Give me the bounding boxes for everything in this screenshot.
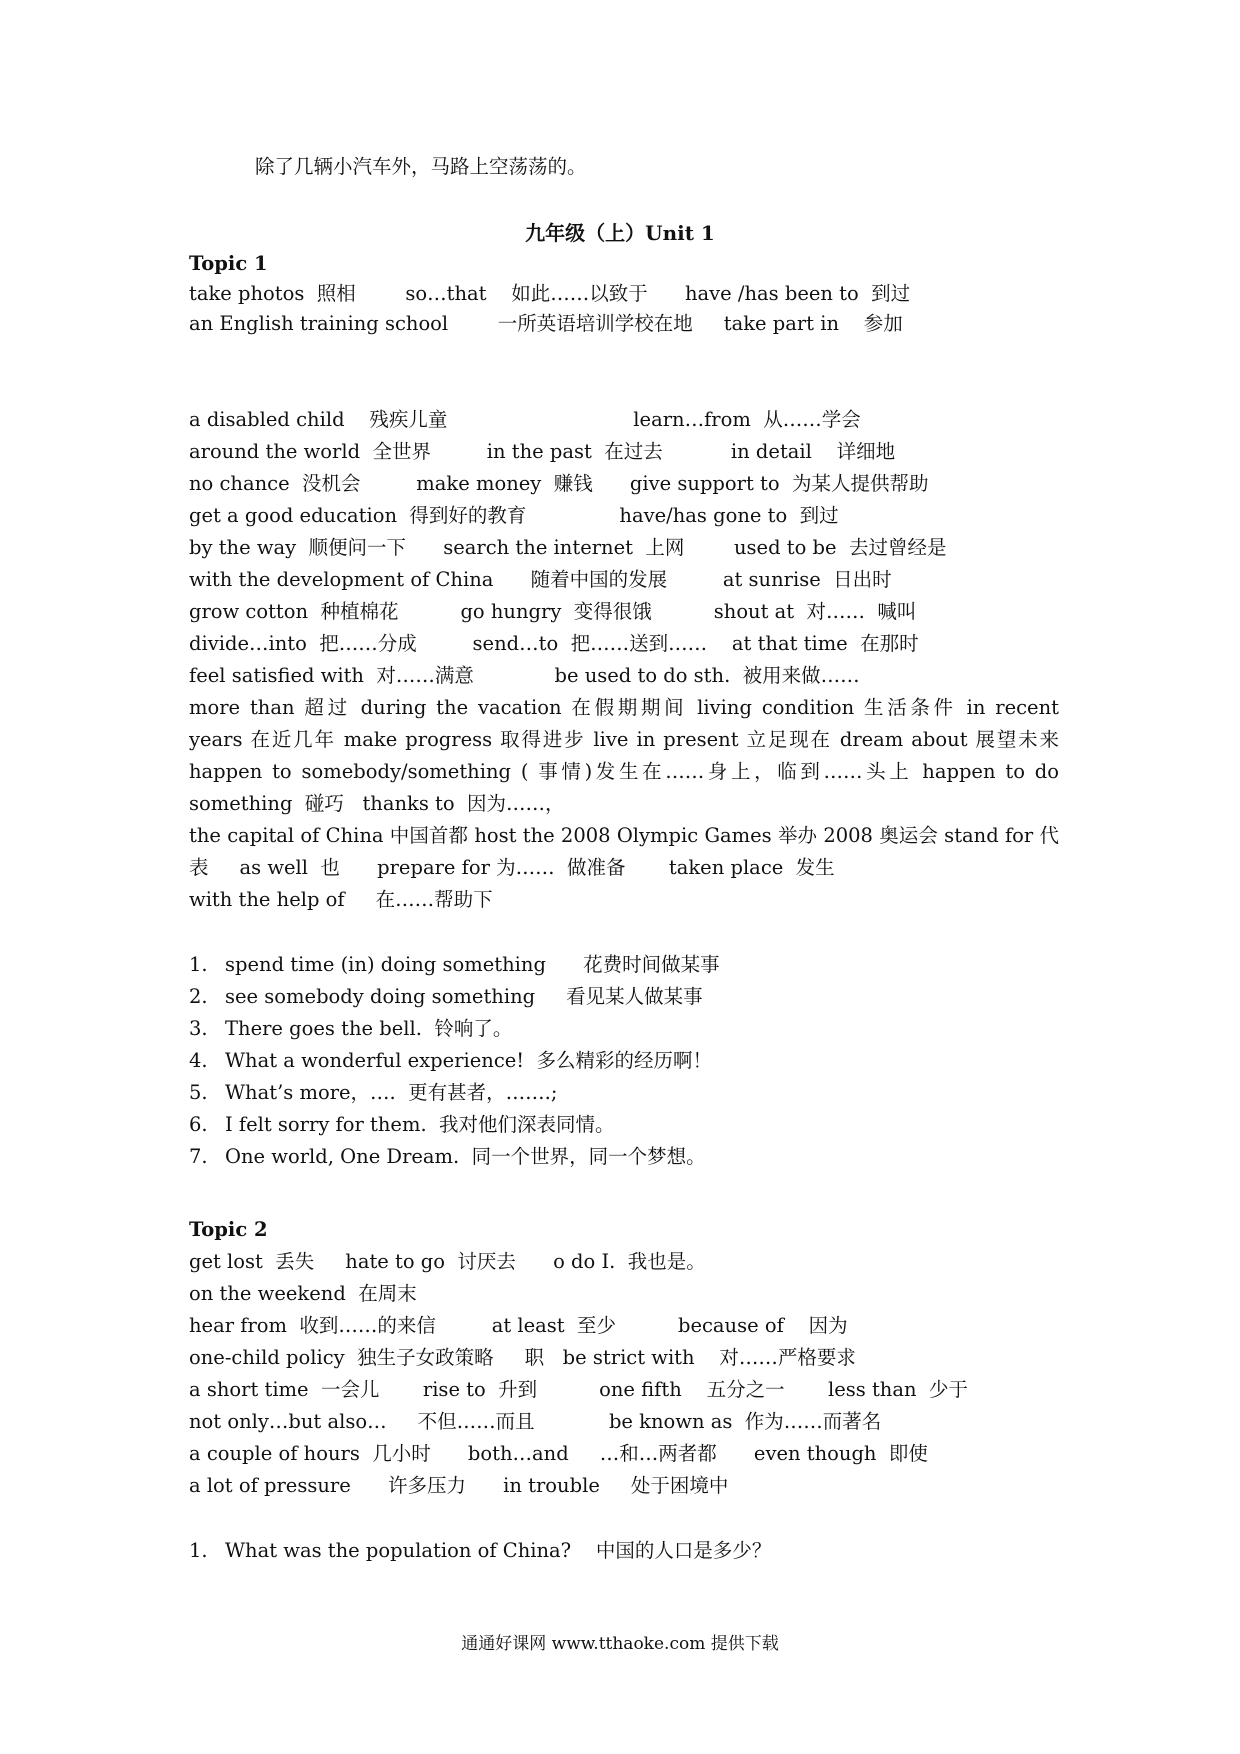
phrase-line: an English training school 一所英语培训学校在地 take part in 参加 (189, 312, 903, 335)
sentence-text: One world, One Dream. 同一个世界，同一个梦想。 (225, 1145, 706, 1168)
sentence-text: What’s more，…. 更有甚者，…….; (225, 1081, 558, 1104)
phrase-line: one-child policy 独生子女政策略 职 be strict with 对……严格要求 (189, 1346, 856, 1369)
sentence-item (189, 1047, 712, 1075)
phrase-line: no chance 没机会 make money 赚钱 give support to 为某人提供帮助 (189, 472, 929, 495)
phrase-line: happen to somebody/something ( 事情)发生在……身上，临到……头上 happen to do (189, 760, 1059, 783)
topic-2-title: Topic 2 (189, 1218, 268, 1241)
sentence-number: 2. (189, 985, 208, 1008)
phrase-line: a disabled child 残疾儿童 learn…from 从……学会 (189, 408, 861, 431)
phrase-line: more than 超过 during the vacation 在假期期间 living condition 生活条件 in recent (189, 696, 1059, 719)
phrase-line: not only…but also… 不但……而且 be known as 作为……而著名 (189, 1410, 882, 1433)
phrase-line: get a good education 得到好的教育 have/has gone to 到过 (189, 504, 839, 527)
page-footer: 通通好课网 www.tthaoke.com 提供下载 (461, 1634, 779, 1654)
phrase-line: divide…into 把……分成 send…to 把……送到…… at that time 在那时 (189, 632, 919, 655)
sentence-text: There goes the bell. 铃响了。 (225, 1017, 513, 1040)
phrase-line: a lot of pressure 许多压力 in trouble 处于困境中 (189, 1474, 729, 1497)
phrase-line: years 在近几年 make progress 取得进步 live in present 立足现在 dream about 展望未来 (189, 728, 1059, 751)
sentence-text: What a wonderful experience! 多么精彩的经历啊！ (225, 1049, 713, 1072)
sentence-number: 1. (189, 1539, 208, 1562)
phrase-line: with the development of China 随着中国的发展 at sunrise 日出时 (189, 568, 892, 591)
phrase-line: on the weekend 在周末 (189, 1282, 417, 1305)
phrase-line: by the way 顺便问一下 search the internet 上网 used to be 去过曾经是 (189, 536, 947, 559)
unit-heading: 九年级（上）Unit 1 (525, 221, 715, 245)
sentence-text: What was the population of China? 中国的人口是多少？ (225, 1539, 772, 1562)
sentence-item (189, 1111, 615, 1139)
phrase-line: feel satisfied with 对……满意 be used to do sth. 被用来做…… (189, 664, 860, 687)
sentence-item (189, 1079, 557, 1107)
sentence-number: 3. (189, 1017, 208, 1040)
phrase-line: something 碰巧 thanks to 因为……， (189, 792, 565, 815)
sentence-text: spend time (in) doing something 花费时间做某事 (225, 953, 720, 976)
phrase-line: grow cotton 种植棉花 go hungry 变得很饿 shout at 对…… 喊叫 (189, 600, 917, 623)
phrase-line: with the help of 在……帮助下 (189, 888, 493, 911)
sentence-item (189, 1015, 512, 1043)
intro-sentence: 除了几辆小汽车外，马路上空荡荡的。 (255, 155, 587, 178)
sentence-item (189, 1143, 706, 1171)
sentence-number: 1. (189, 953, 208, 976)
phrase-line: the capital of China 中国首都 host the 2008 Olympic Games 举办 2008 奥运会 stand for 代 (189, 824, 1059, 847)
phrase-line: hear from 收到……的来信 at least 至少 because of 因为 (189, 1314, 848, 1337)
phrase-line: get lost 丢失 hate to go 讨厌去 o do I. 我也是。 (189, 1250, 706, 1273)
phrase-line: a short time 一会儿 rise to 升到 one fifth 五分之一 less than 少于 (189, 1378, 968, 1401)
sentence-item (189, 983, 703, 1011)
sentence-number: 6. (189, 1113, 208, 1136)
sentence-item (189, 951, 720, 979)
sentence-number: 5. (189, 1081, 208, 1104)
phrase-line: 表 as well 也 prepare for 为…… 做准备 taken place 发生 (189, 856, 835, 879)
phrase-line: around the world 全世界 in the past 在过去 in detail 详细地 (189, 440, 896, 463)
phrase-line: a couple of hours 几小时 both…and …和…两者都 even though 即使 (189, 1442, 928, 1465)
sentence-number: 4. (189, 1049, 208, 1072)
sentence-item (189, 1537, 771, 1565)
sentence-text: see somebody doing something 看见某人做某事 (225, 985, 703, 1008)
topic-1-title: Topic 1 (189, 252, 268, 275)
sentence-text: I felt sorry for them. 我对他们深表同情。 (225, 1113, 615, 1136)
phrase-line: take photos 照相 so…that 如此……以致于 have /has been to 到过 (189, 282, 911, 305)
sentence-number: 7. (189, 1145, 208, 1168)
